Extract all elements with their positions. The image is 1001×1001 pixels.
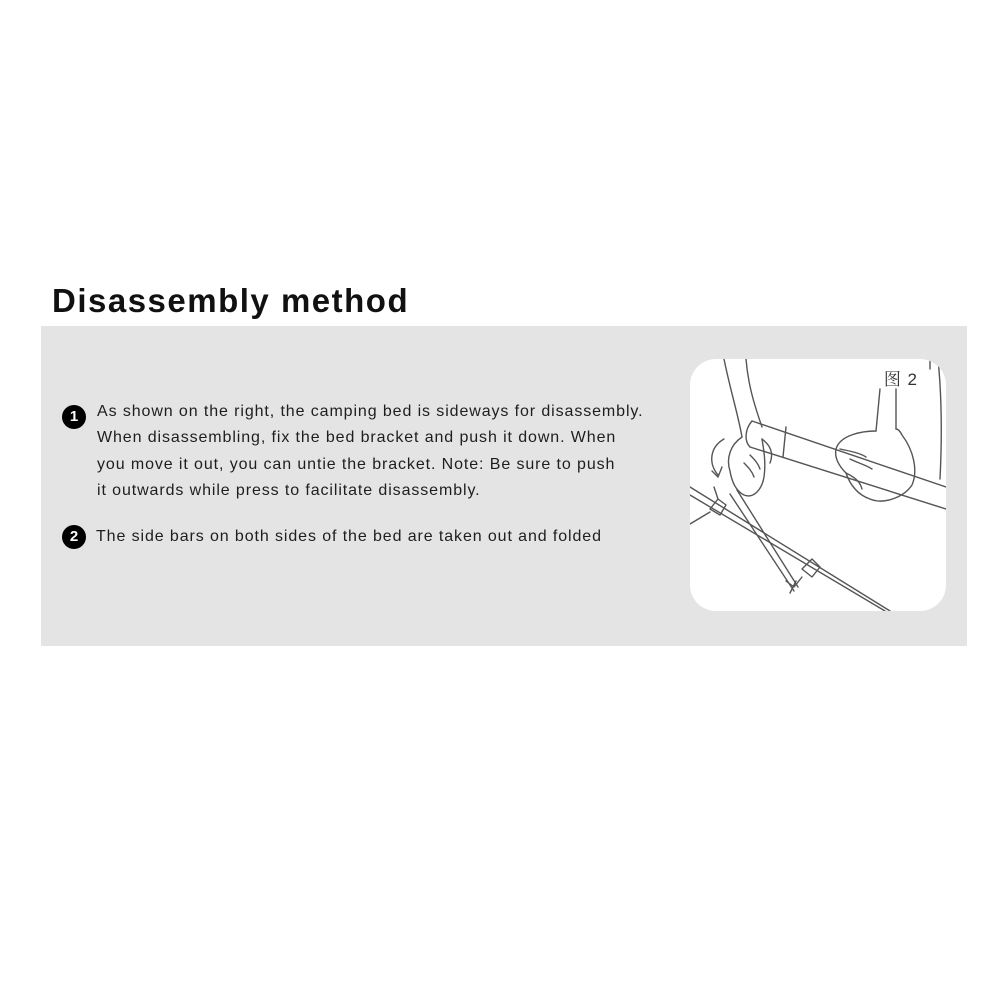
step-2-number-badge: 2 xyxy=(62,525,86,549)
step-1-line: it outwards while press to facilitate disassembly. xyxy=(97,481,481,499)
disassembly-illustration xyxy=(690,359,946,611)
step-1-line: you move it out, you can untie the bracket. Note: Be sure to push xyxy=(97,455,616,473)
step-2-text xyxy=(96,524,602,550)
figure-label: 图 2 xyxy=(883,370,918,389)
step-1-text xyxy=(97,399,643,504)
bed-frame-drawing-icon xyxy=(690,359,946,611)
step-1-line: As shown on the right, the camping bed is sideways for disassembly. xyxy=(97,403,644,420)
step-2-line: The side bars on both sides of the bed are taken out and folded xyxy=(96,528,602,545)
page-title: Disassembly method xyxy=(52,282,410,319)
step-1-number-badge: 1 xyxy=(62,405,86,429)
step-1-line: When disassembling, fix the bed bracket and push it down. When xyxy=(97,429,617,447)
